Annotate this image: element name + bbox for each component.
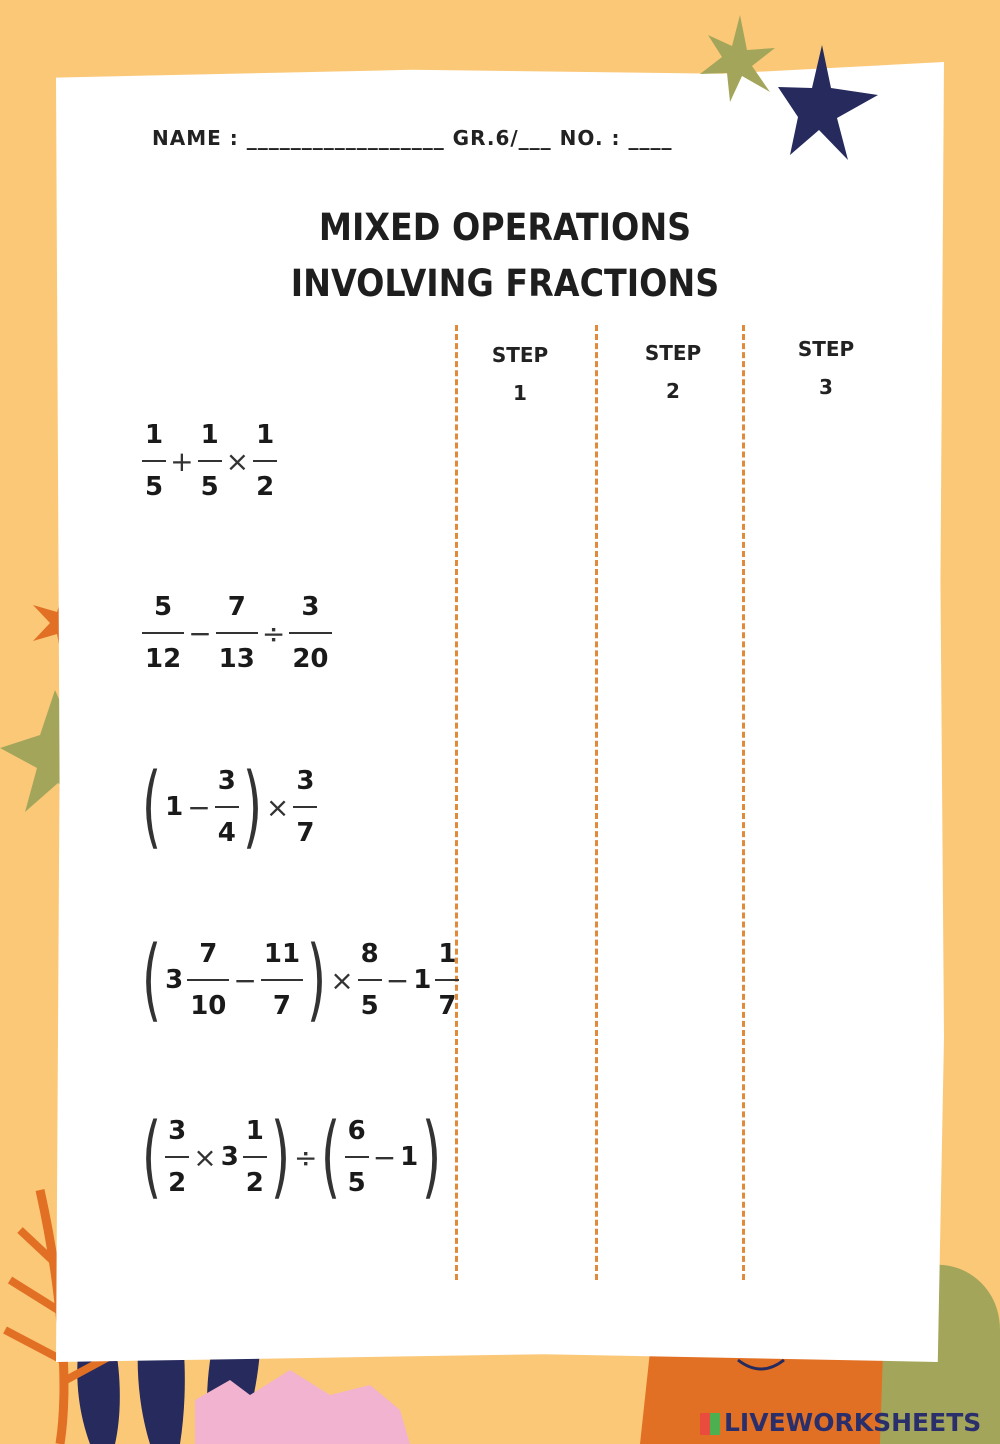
- problem-2: [140, 592, 334, 674]
- numerator: 5: [154, 592, 173, 622]
- fraction: [358, 939, 382, 1021]
- denominator: 7: [438, 991, 457, 1021]
- numerator: 6: [347, 1116, 366, 1146]
- whole-number: 1: [413, 965, 432, 995]
- operator: ÷: [261, 616, 286, 650]
- fraction: [261, 939, 303, 1021]
- numerator: 3: [301, 592, 320, 622]
- whole-number: 3: [220, 1142, 239, 1172]
- numerator: 1: [438, 939, 457, 969]
- step-1-header: [480, 336, 560, 412]
- step-number: 2: [666, 379, 680, 403]
- denominator: 5: [200, 472, 219, 502]
- denominator: 10: [190, 991, 227, 1021]
- column-divider: [742, 325, 745, 1280]
- fraction: [253, 420, 277, 502]
- left-parenthesis: (: [321, 1104, 341, 1209]
- right-parenthesis: ): [242, 754, 263, 859]
- problem-4: [140, 927, 461, 1032]
- denominator: 2: [168, 1168, 187, 1198]
- operator: ×: [225, 444, 250, 478]
- denominator: 2: [256, 472, 275, 502]
- numerator: 8: [360, 939, 379, 969]
- numerator: 3: [296, 766, 315, 796]
- operator: ×: [265, 790, 290, 824]
- step-3-header: [786, 330, 866, 406]
- numerator: 3: [168, 1116, 187, 1146]
- fraction: [165, 1116, 189, 1198]
- denominator: 5: [145, 472, 164, 502]
- denominator: 13: [218, 644, 255, 674]
- operator: ×: [193, 1140, 217, 1174]
- fraction: [142, 420, 166, 502]
- step-number: 1: [513, 381, 527, 405]
- operator: +: [170, 444, 194, 478]
- logo-icon: [700, 1413, 720, 1435]
- brand-text: LIVEWORKSHEETS: [724, 1408, 982, 1437]
- right-parenthesis: ): [306, 927, 327, 1032]
- numerator: 7: [199, 939, 218, 969]
- numerator: 1: [200, 420, 219, 450]
- fraction: [198, 420, 222, 502]
- left-parenthesis: (: [141, 927, 162, 1032]
- fraction: [216, 592, 258, 674]
- numerator: 7: [227, 592, 246, 622]
- olive-star-icon: [700, 15, 775, 102]
- operator: −: [233, 963, 257, 997]
- numerator: 3: [217, 766, 236, 796]
- denominator: 12: [145, 644, 182, 674]
- operator: −: [188, 616, 212, 650]
- fraction: [142, 592, 184, 674]
- column-divider: [595, 325, 598, 1280]
- operator: −: [372, 1140, 397, 1174]
- denominator: 4: [217, 818, 236, 848]
- step-label: STEP: [491, 343, 549, 367]
- whole-number: 1: [165, 792, 184, 822]
- fraction: [435, 939, 459, 1021]
- denominator: 7: [296, 818, 315, 848]
- step-label: STEP: [797, 337, 855, 361]
- page-title-line-1: MIXED OPERATIONS: [318, 206, 692, 249]
- numerator: 1: [256, 420, 275, 450]
- fraction: [293, 766, 317, 848]
- numerator: 11: [263, 939, 301, 969]
- liveworksheets-logo[interactable]: [700, 1408, 981, 1437]
- fraction: [289, 592, 331, 674]
- name-grade-number-line: NAME : __________________ GR.6/___ NO. : ____: [152, 126, 673, 150]
- fraction: [345, 1116, 369, 1198]
- fraction: [243, 1116, 267, 1198]
- whole-number: 1: [400, 1142, 419, 1172]
- operator: −: [187, 790, 211, 824]
- fraction: [215, 766, 239, 848]
- right-parenthesis: ): [422, 1104, 442, 1209]
- operator: −: [385, 963, 410, 997]
- top-stars: [690, 10, 890, 180]
- denominator: 2: [245, 1168, 264, 1198]
- step-2-header: [633, 334, 713, 410]
- operator: ×: [330, 963, 354, 997]
- operator: ÷: [294, 1140, 318, 1174]
- denominator: 20: [292, 644, 329, 674]
- page-title-line-2: INVOLVING FRACTIONS: [290, 262, 720, 305]
- whole-number: 3: [165, 965, 184, 995]
- denominator: 5: [360, 991, 379, 1021]
- step-number: 3: [819, 375, 833, 399]
- numerator: 1: [245, 1116, 264, 1146]
- left-parenthesis: (: [141, 1104, 162, 1209]
- problem-3: [140, 754, 319, 859]
- fraction: [187, 939, 229, 1021]
- denominator: 5: [347, 1168, 366, 1198]
- step-label: STEP: [644, 341, 702, 365]
- denominator: 7: [272, 991, 292, 1021]
- numerator: 1: [145, 420, 164, 450]
- column-divider: [455, 325, 458, 1280]
- problem-5: [140, 1104, 443, 1209]
- problem-1: [140, 420, 279, 502]
- navy-star-icon: [778, 45, 878, 160]
- left-parenthesis: (: [141, 754, 162, 859]
- right-parenthesis: ): [270, 1104, 291, 1209]
